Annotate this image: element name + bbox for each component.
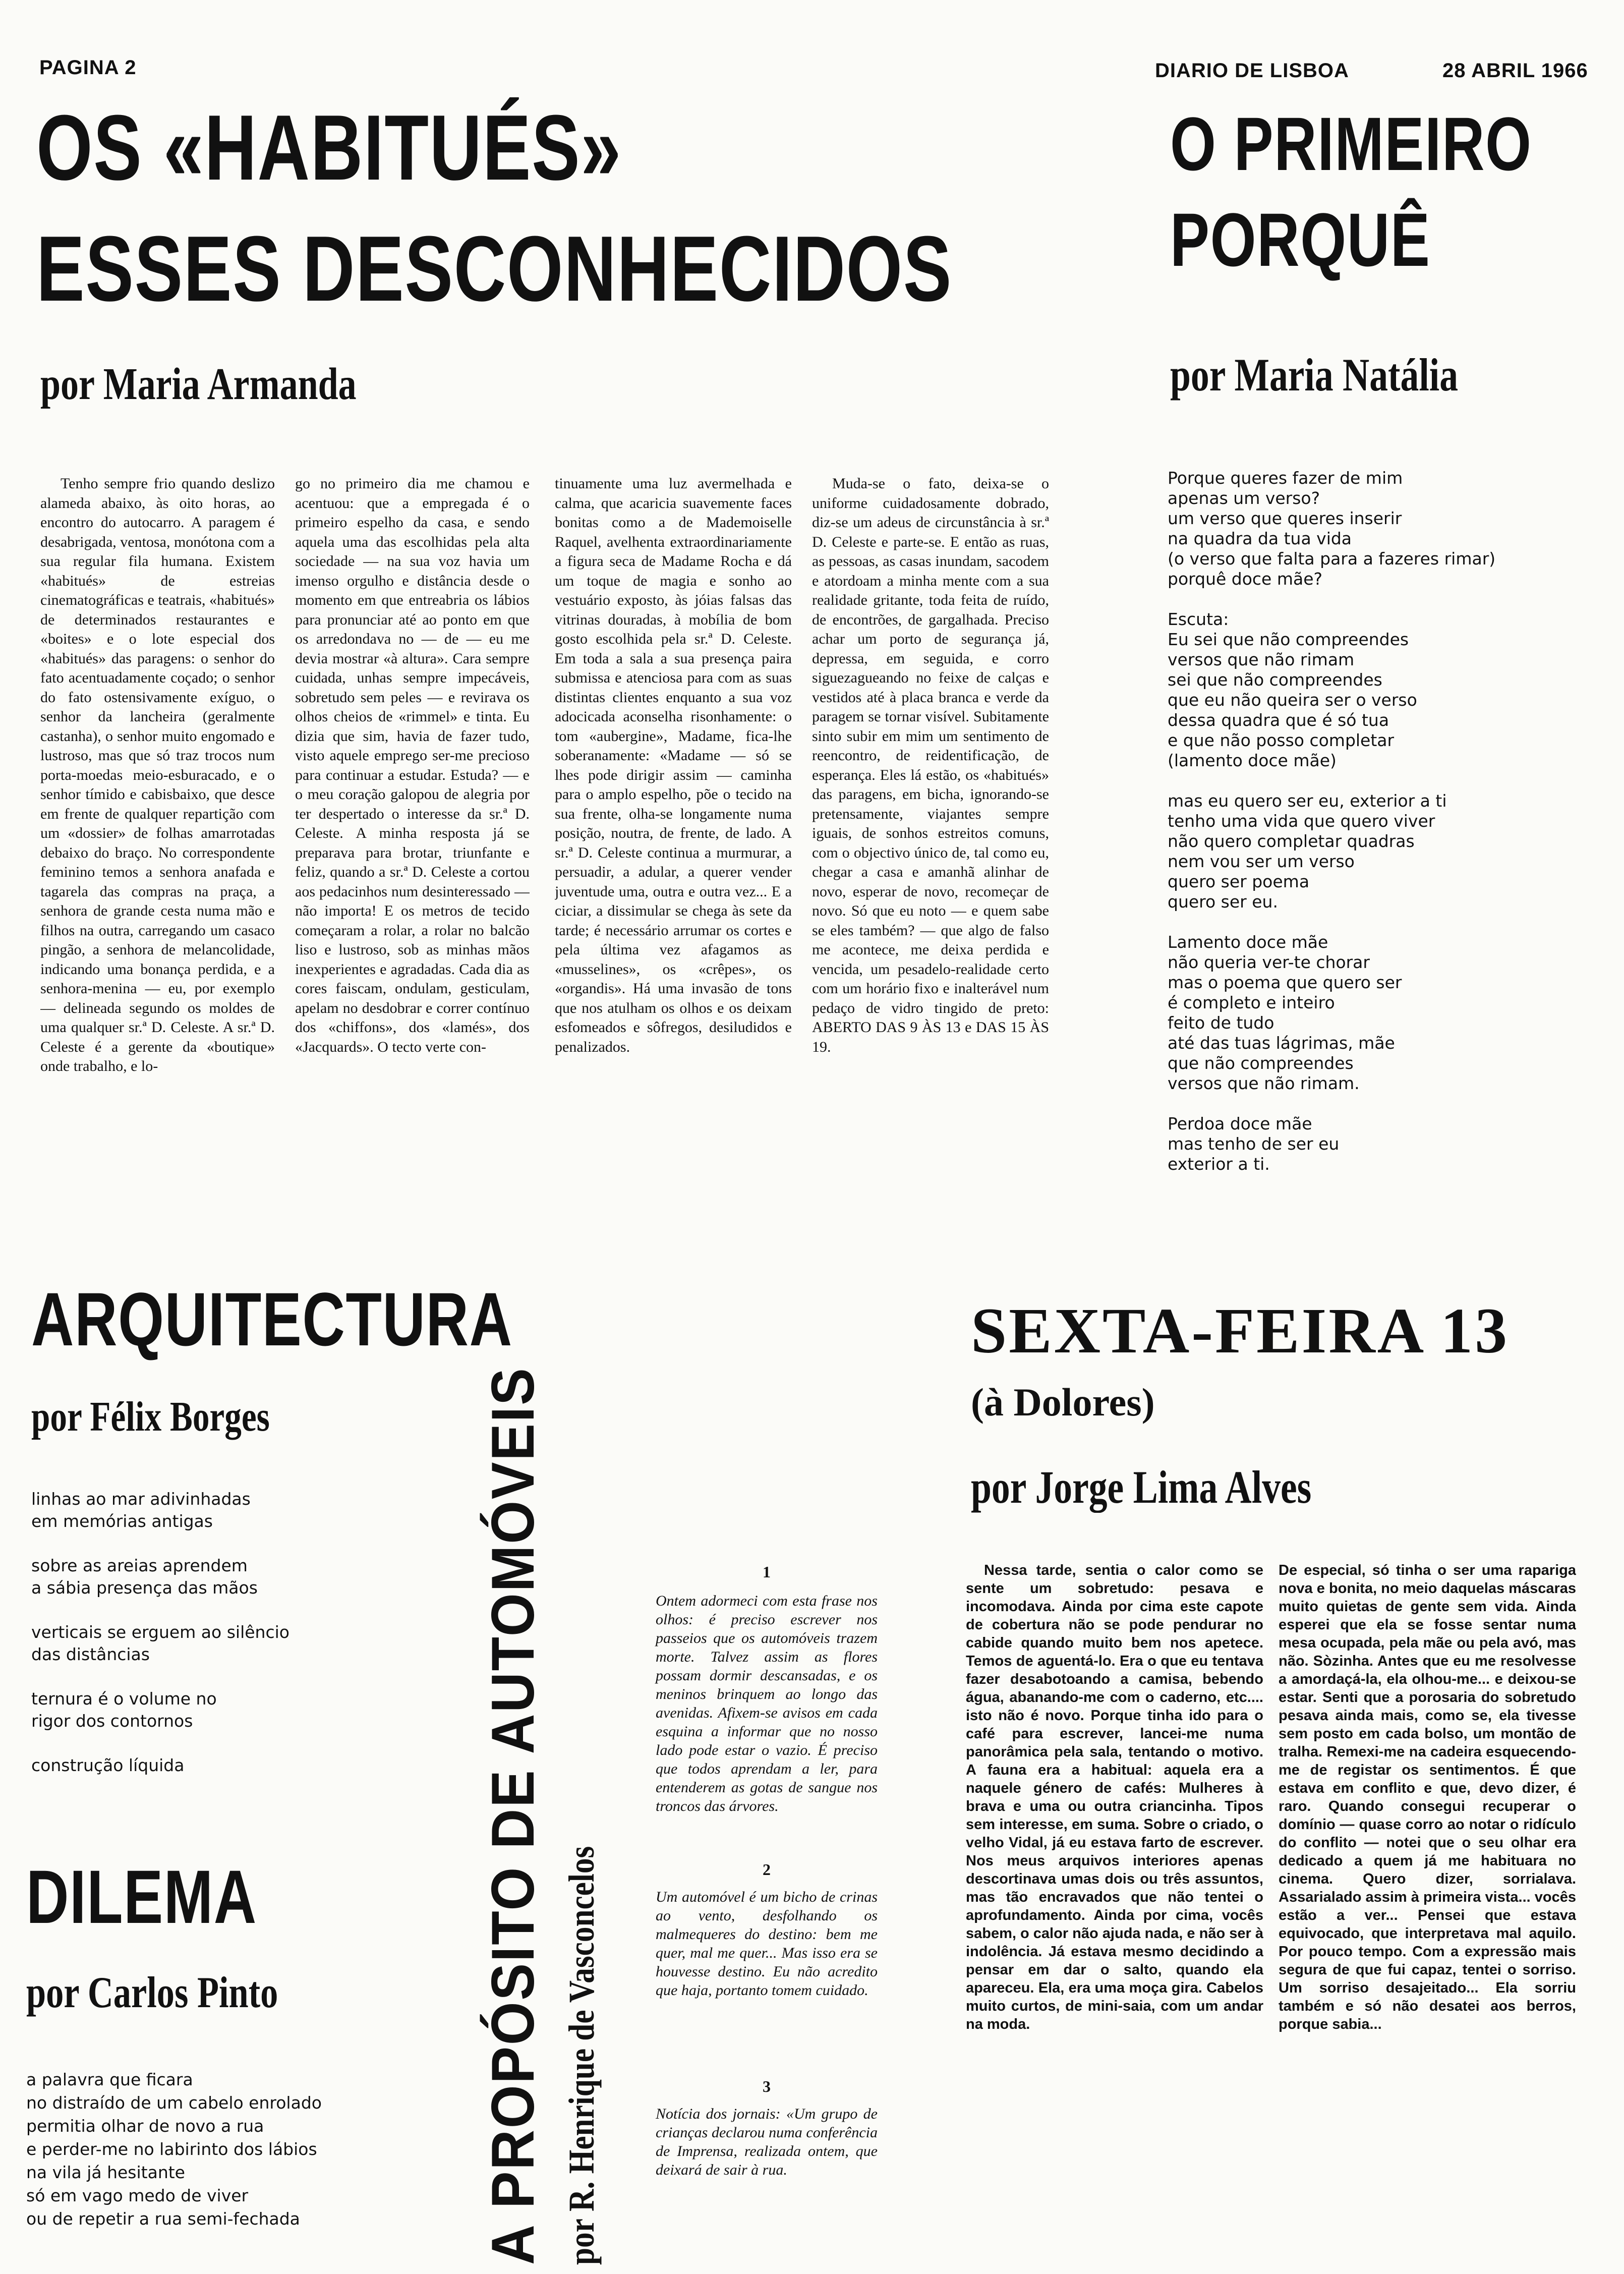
article-column-1: Tenho sempre frio quando deslizo alameda abaixo, às oito horas, ao encontro do autocarro. A paragem é desabrigada, ventosa, monótona com a sua regular fila humana. Existem «habitués» de estreias cinematográficas e teatrais, «habitués» de determinados restaurantes e «boites» e o lote especial dos «habitués» das paragens: o senhor do fato acentuadamente coçado; o senhor do fato ostensivamente exíguo, o senhor da lancheira (geralmente castanha), o senhor muito engomado e lustroso, mas que só traz trocos num porta-moedas meio-esburacado, e o senhor tímido e cabisbaixo, que desce em frente de qualquer repartição com um «dossier» de folhas amarrotadas debaixo do braço. No correspondente feminino temos a senhora anafada e tagarela das compras na praça, a senhora de grande cesta numa mão e filhos na outra, carregando um casaco pingão, a senhora de melancolidade, indicando uma bonança perdida, e a senhora-menina — eu, por exemplo — delineada segundo os moldes de uma qualquer sr.ª D. Celeste. A sr.ª D. Celeste é a gerente da «boutique» onde trabalho, e lo- bbox=[40, 475, 275, 1074]
newspaper-name: DIARIO DE LISBOA bbox=[1155, 60, 1349, 82]
byline-maria-natalia: por Maria Natália bbox=[1170, 349, 1459, 401]
section-number-1: 1 bbox=[763, 1563, 771, 1581]
byline-maria-armanda: por Maria Armanda bbox=[40, 359, 357, 409]
article-column-2: go no primeiro dia me chamou e acentuou: que a empregada é o primeiro espelho da casa, e sendo aquela uma das escolhidas pela alta sociedade — na sua voz havia um imenso orgulho e distância desde o momento em que entreabria os lábios para pronunciar até ao ponto em que os arredondava no — de — eu me devia mostrar «à altura». Cara sempre cuidada, unhas sempre impecáveis, sobretudo sem peles — e revirava os olhos cheios de «rimmel» e tinta. Eu dizia que sim, havia de fazer tudo, visto aquele emprego ser-me precioso para continuar a estudar. Estuda? — e o meu coração galopou de alegria por ter despertado o interesse da sr.ª D. Celeste. A minha resposta já se preparava para brotar, triunfante e feliz, quando a sr.ª D. Celeste a cortou aos pedacinhos num desinteressado — não importa! E os metros de tecido começaram a rolar, a rolar no balcão liso e lustroso, sob as minhas mãos inexperientes e agradadas. Cada dia as cores faiscam, ondulam, gesticulam, apelam no desdobrar e correr contínuo dos «chiffons», dos «lamés», dos «Jacquards». O tecto verte con- bbox=[295, 475, 530, 1055]
byline-jorge-lima-alves: por Jorge Lima Alves bbox=[971, 1461, 1312, 1513]
section-number-3: 3 bbox=[763, 2077, 771, 2095]
subtitle-a-dolores: (à Dolores) bbox=[971, 1380, 1155, 1424]
poem-primeiro-porque: Porque queres fazer de mim apenas um verso? um verso que queres inserir na quadra da tua vida (o verso que falta para a fazeres rimar) porquê doce mãe? Escuta: Eu sei que não compreendes versos que não rimam sei que não compreendes que eu não queira ser o verso dessa quadra que é só tua e que não posso completar (lamento doce mãe) mas eu quero ser eu, exterior a ti tenho uma vida que quero viver não quero completar quadras nem vou ser um verso quero ser poema quero ser eu. Lamento doce mãe não queria ver-te chorar mas o poema que quero ser é completo e inteiro feito de tudo até das tuas lágrimas, mãe que não compreendes versos que não rimam. Perdoa doce mãe mas tenho de ser eu exterior a ti. bbox=[1168, 468, 1496, 1174]
page-label: PAGINA 2 bbox=[39, 56, 137, 79]
headline-sexta-feira: SEXTA-FEIRA 13 bbox=[971, 1295, 1510, 1367]
sexta-column-1: Nessa tarde, sentia o calor como se sente um sobretudo: pesava e incomodava. Ainda por cima este capote de cobertura não se pode pendurar no cabide quando muito bem nos apetece. Temos de aguentá-lo. Era o que eu tentava fazer desabotoando a camisa, bebendo água, abanando-me com o caderno, etc.... isto não é novo. Porque tinha ido para o café para escrever, lancei-me numa panorâmica pela sala, tentando o motivo. A fauna era a habitual: aquela era a naquele género de cafés: Mulheres à brava e uma ou outra criancinha. Tipos sem interesse, em suma. Sobre o criado, o velho Vidal, já eu estava farto de escrever. Nos meus arquivos interiores apenas descortinava umas dois ou três assuntos, mas tão encravados que não tentei o aprofundamento. Ainda por cima, vocês sabem, o calor não ajuda nada, e não ser à indolência. Já estava mesmo decidindo a pensar em dar o salto, quando ela apareceu. Ela, era uma moça gira. Cabelos muito curtos, de mini-saia, com um andar na moda. bbox=[966, 1562, 1263, 2032]
headline-dilema: DILEMA bbox=[26, 1854, 257, 1939]
headline-primeiro-line1: O PRIMEIRO bbox=[1170, 101, 1532, 186]
article-column-4: Muda-se o fato, deixa-se o uniforme cuidadosamente dobrado, diz-se um adeus de circunstância à sr.ª D. Celeste e parte-se. E então as ruas, as pessoas, as casas inundam, sacodem e atordoam a minha mente com a sua realidade gritante, toda feita de ruído, de encontrões, de gargalhada. Preciso achar um porto de segurança já, depressa, em seguida, e corro siguezagueando no feixe de calças e vestidos até à placa branca e verde da paragem se tornar visível. Subitamente sinto subir em mim um sentimento de reencontro, de reidentificação, de esperança. Eles lá estão, os «habitués» das paragens, em bicha, ignorando-se pretensamente, viajantes sempre iguais, de sonhos estreitos comuns, com o objectivo único de, tal como eu, chegar a casa e amanhã alinhar de novo, esperar de novo, recomeçar de novo. Só que eu noto — e quem sabe se eles também? — que algo de falso me acontece, me deixa perdida e vencida, um pesadelo-realidade certo com um horário fixo e inalterável num pedaço de vidro tingido de preto: ABERTO DAS 9 ÀS 13 e DAS 15 ÀS 19. bbox=[812, 475, 1049, 1055]
automoveis-section-2: Um automóvel é um bicho de crinas ao vento, desfolhando os malmequeres do destino: bem me quer, mal me quer... Mas isso era se houvesse destino. Eu não acredito que haja, portanto tomem cuidado. bbox=[656, 1889, 878, 1999]
headline-habitues-line2: ESSES DESCONHECIDOS bbox=[36, 216, 953, 320]
poem-dilema: a palavra que ficara no distraído de um cabelo enrolado permitia olhar de novo a rua e perder-me no labirinto dos lábios na vila já hesitante só em vago medo de viver ou de repetir a rua semi-fechada bbox=[26, 2070, 322, 2229]
byline-carlos-pinto: por Carlos Pinto bbox=[26, 1968, 278, 2017]
automoveis-section-1: Ontem adormeci com esta frase nos olhos: é preciso escrever nos passeios que os automóveis trazem morte. Talvez assim as flores possam dormir descansadas, e os meninos brinquem ao longo das avenidas. Afixem-se avisos em cada esquina a informar que no nosso lado pode estar o vazio. É preciso que todos aprendam a ler, para entenderem as gotas de sangue nos troncos das árvores. bbox=[656, 1593, 878, 1814]
article-column-3: tinuamente uma luz avermelhada e calma, que acaricia suavemente faces bonitas como a de Mademoiselle Raquel, avelhenta extraordinariamente a figura seca de Madame Rocha e dá um toque de magia e sonho ao vestuário exposto, às jóias falsas das vitrinas douradas, à mobília de bom gosto escolhida pela sr.ª D. Celeste. Em toda a sala a sua presença paira submissa e atenciosa para com as suas distintas clientes enquanto a sua voz adocicada aconselha risonhamente: o tom «aubergine», Madame, fica-lhe soberanamente: «Madame — só se lhes pode dirigir assim — caminha para o amplo espelho, põe o tecido na sua frente, olha-se longamente numa posição, noutra, de frente, de lado. A sr.ª D. Celeste continua a murmurar, a persuadir, a adular, a querer vender juventude uma, outra e outra vez... E a ciciar, a dissimular se chega às sete da tarde; é necessário arrumar os cortes e pela última vez afagamos as «musselines», os «crêpes», os «organdis». Há uma invasão de tons que nos atulham os olhos e os deixam esfomeados e sôfregos, desiludidos e penalizados. bbox=[555, 475, 792, 1055]
headline-primeiro-line2: PORQUÊ bbox=[1170, 197, 1431, 282]
byline-henrique-vasconcelos: por R. Henrique de Vasconcelos bbox=[561, 1846, 602, 2265]
byline-felix-borges: por Félix Borges bbox=[31, 1393, 270, 1440]
poem-arquitectura: linhas ao mar adivinhadas em memórias antigas sobre as areias aprendem a sábia presença das mãos verticais se erguem ao silêncio das distâncias ternura é o volume no rigor dos contornos construção líquida bbox=[31, 1489, 289, 1775]
headline-automoveis: A PROPÓSITO DE AUTOMÓVEIS bbox=[479, 1367, 547, 2265]
sexta-column-2: De especial, só tinha o ser uma rapariga nova e bonita, no meio daquelas máscaras muito quietas de gente sem vida. Ainda esperei que ela se fosse sentar numa mesa ocupada, pela mãe ou pela avó, mas não. Sòzinha. Antes que eu me resolvesse a amordaçá-la, ela olhou-me... e deixou-se estar. Senti que a porosaria do sobretudo pesava ainda mais, como se, ela tivesse sem posto em cada bolso, um montão de tralha. Remexi-me na cadeira esquecendo-me de registar os sentimentos. É que estava em conflito e que, devo dizer, é raro. Quando consegui recuperar o domínio — quase corro ao notar o ridículo do conflito — notei que o seu olhar era dedicado a quem já me habituara no cinema. Quero dizer, sorrialava. Assarialado assim à primeira vista... vocês estão a ver... Pensei que estava equivocado, que interpretava mal aquilo. Por pouco tempo. Com a expressão mais segura de que fui capaz, tentei o sorriso. Um sorriso desajeitado... Ela sorriu também e só não desatei aos berros, porque sabia... bbox=[1279, 1562, 1576, 2032]
issue-date: 28 ABRIL 1966 bbox=[1442, 60, 1588, 82]
headline-arquitectura: ARQUITECTURA bbox=[31, 1277, 513, 1361]
headline-habitues-line1: OS «HABITUÉS» bbox=[36, 95, 622, 199]
automoveis-section-3: Notícia dos jornais: «Um grupo de crianças declarou numa conferência de Imprensa, realizada ontem, que deixará de sair à rua. bbox=[656, 2106, 878, 2178]
section-number-2: 2 bbox=[763, 1860, 771, 1879]
